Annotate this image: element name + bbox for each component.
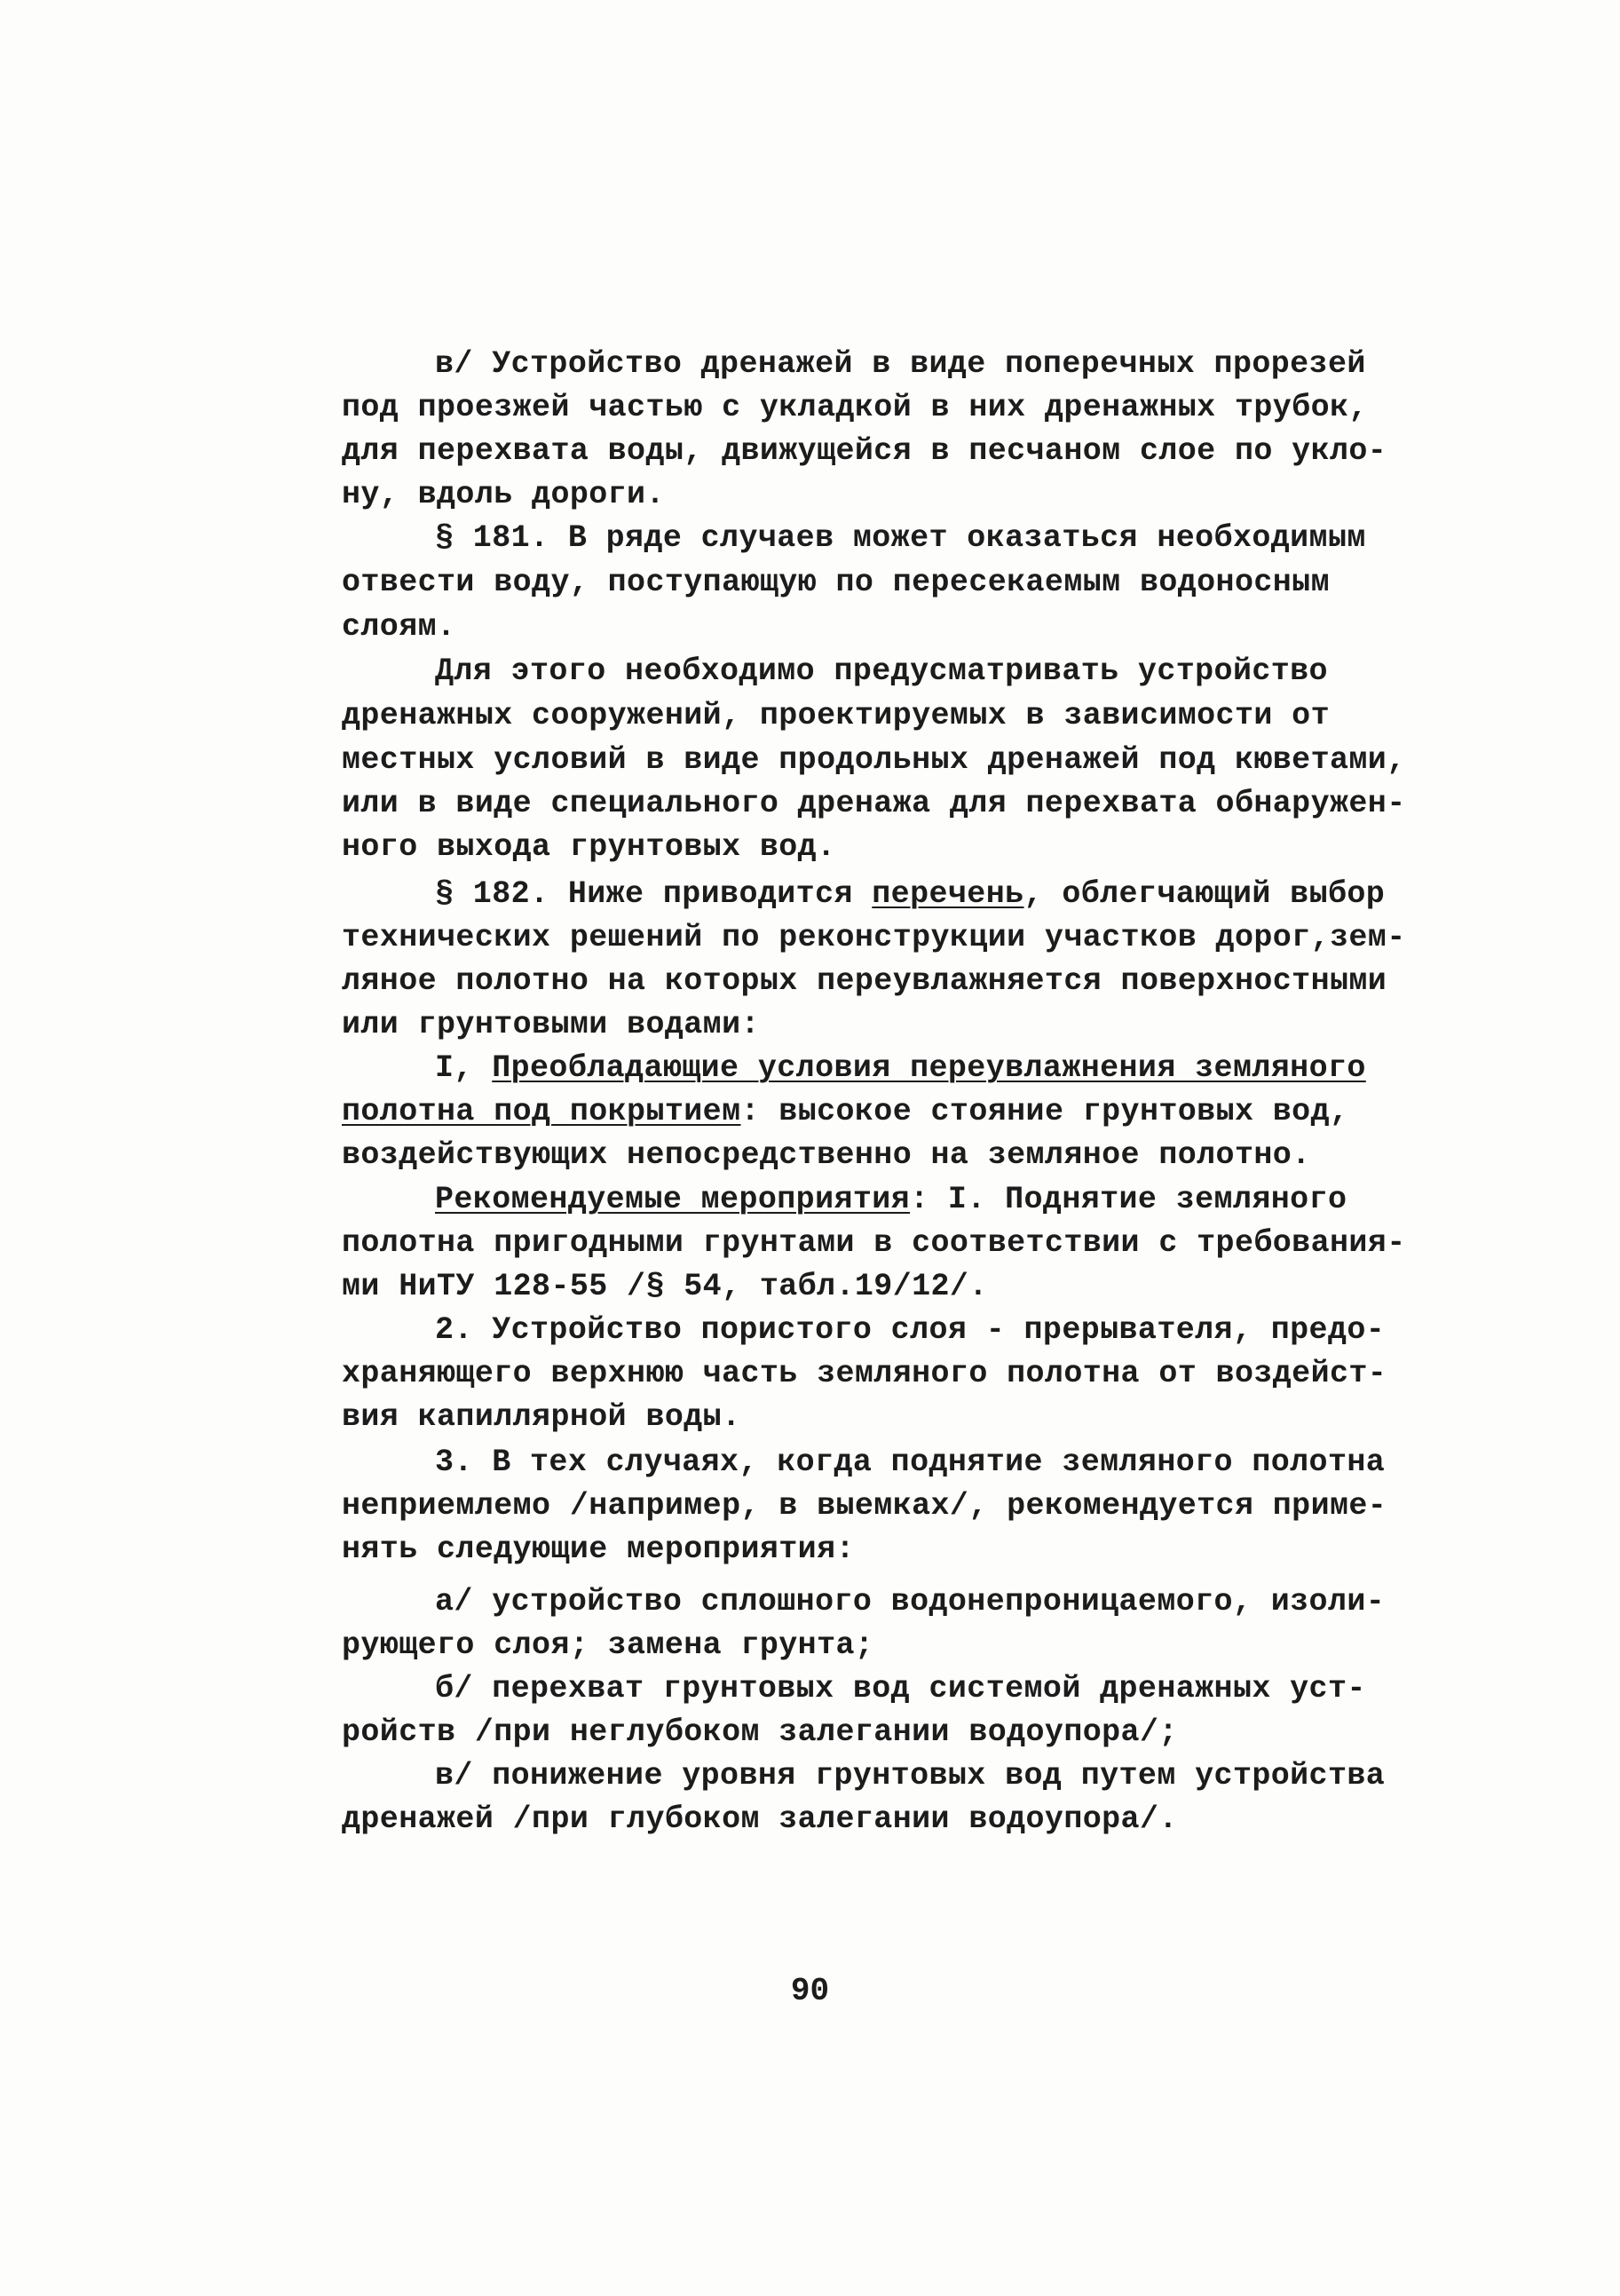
underlined-text: перечень [872,876,1024,912]
text-line: отвести воду, поступающую по пересекаемым водоносным [342,565,1330,600]
text-line: воздействующих непосредственно на земляное полотно. [342,1137,1311,1173]
text-line: 3. В тех случаях, когда поднятие земляного полотна [435,1445,1386,1480]
text-line: местных условий в виде продольных дренажей под кюветами, [342,742,1406,778]
text-line: рующего слоя; замена грунта; [342,1627,874,1663]
text-line: неприемлемо /например, в выемках/, рекомендуется приме- [342,1488,1387,1524]
text-line: б/ перехват грунтовых вод системой дренажных уст- [435,1671,1366,1706]
text-line: технических решений по реконструкции участков дорог,зем- [342,920,1406,955]
page-number: 90 [790,1973,830,2009]
text-line: § 182. Ниже приводится перечень, облегчающий выбор [435,876,1386,912]
text-line: ляное полотно на которых переувлажняется поверхностными [342,963,1387,999]
text-line: дренажей /при глубоком залегании водоупора/. [342,1801,1178,1837]
text-line: в/ понижение уровня грунтовых вод путем устройства [435,1758,1386,1793]
text-line: под проезжей частью с укладкой в них дренажных трубок, [342,390,1368,425]
text-line: ми НиТУ 128-55 /§ 54, табл.19/12/. [342,1269,988,1304]
underlined-text: Рекомендуемые мероприятия [435,1182,911,1217]
text-line: а/ устройство сплошного водонепроницаемого, изоли- [435,1584,1386,1619]
text-line: Рекомендуемые мероприятия: I. Поднятие земляного [435,1182,1347,1217]
text-line: ного выхода грунтовых вод. [342,829,836,865]
text-line: ройств /при неглубоком залегании водоупора/; [342,1714,1178,1750]
underlined-text: полотна под покрытием [342,1094,741,1129]
text-line: § 181. В ряде случаев может оказаться необходимым [435,520,1366,556]
underlined-text: Преобладающие условия переувлажнения земляного [492,1050,1366,1086]
text-line: дренажных сооружений, проектируемых в зависимости от [342,698,1330,733]
text-line: или в виде специального дренажа для перехвата обнаружен- [342,786,1406,821]
text-line: ну, вдоль дороги. [342,477,665,512]
text-line: для перехвата воды, движущейся в песчаном слое по укло- [342,433,1387,469]
text-line: полотна пригодными грунтами в соответствии с требования- [342,1225,1406,1261]
text-line: 2. Устройство пористого слоя - прерывателя, предо- [435,1312,1386,1348]
text-line: слоям. [342,609,456,645]
text-line: Для этого необходимо предусматривать устройство [435,653,1328,689]
text-line: в/ Устройство дренажей в виде поперечных прорезей [435,346,1366,382]
text-line: I, Преобладающие условия переувлажнения земляного [435,1050,1366,1086]
text-line: храняющего верхнюю часть земляного полотна от воздейст- [342,1356,1387,1391]
text-line: полотна под покрытием: высокое стояние грунтовых вод, [342,1094,1349,1129]
text-line: нять следующие мероприятия: [342,1532,855,1567]
text-line: вия капиллярной воды. [342,1399,741,1435]
text-line: или грунтовыми водами: [342,1007,760,1042]
